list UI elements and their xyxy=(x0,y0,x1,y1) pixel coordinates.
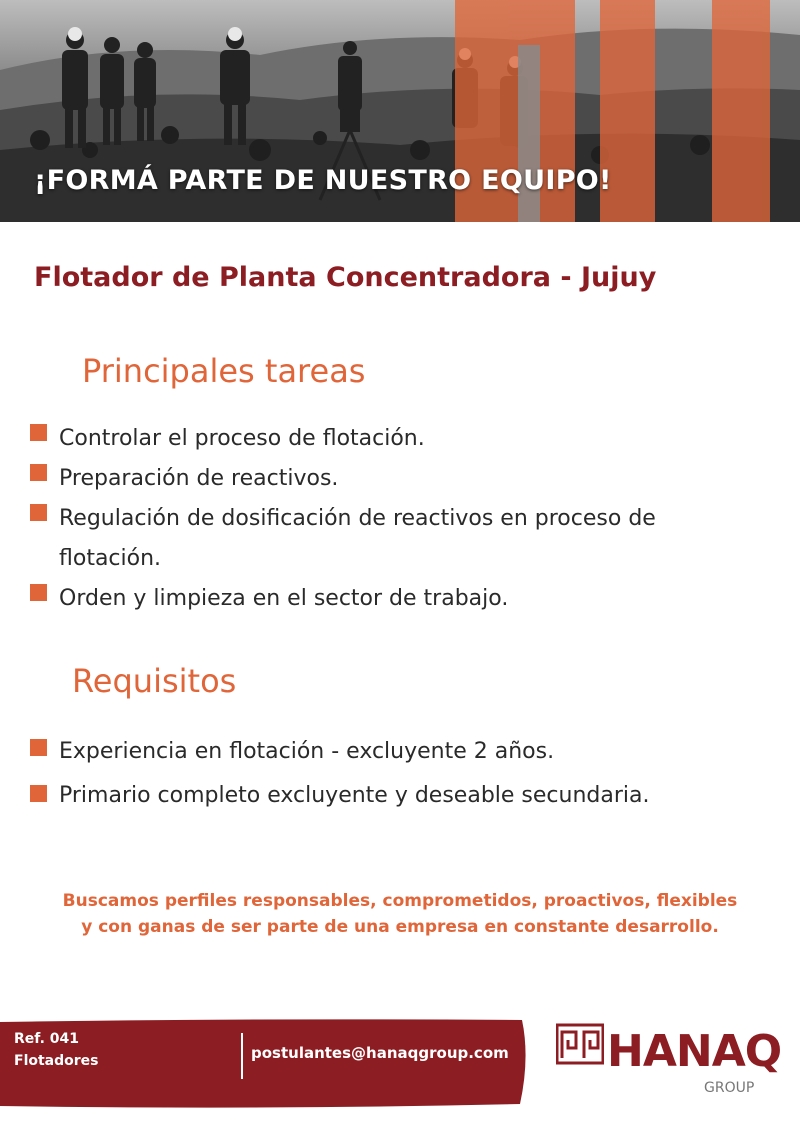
task-text: Regulación de dosificación de reactivos en proceso de flotación. xyxy=(59,506,656,571)
list-item xyxy=(30,774,770,818)
list-item xyxy=(30,459,720,499)
logo-subtitle: GROUP xyxy=(704,1080,755,1096)
hero-photo xyxy=(0,0,800,222)
closing-line: Buscamos perfiles responsables, comprometidos, proactivos, flexibles xyxy=(62,891,738,911)
bullet-square-icon xyxy=(30,584,47,601)
job-title: Flotador de Planta Concentradora - Jujuy xyxy=(34,262,657,293)
hero-title: ¡FORMÁ PARTE DE NUESTRO EQUIPO! xyxy=(34,165,612,196)
tasks-list xyxy=(30,419,720,619)
tasks-heading: Principales tareas xyxy=(82,352,366,390)
task-text: Preparación de reactivos. xyxy=(59,466,339,491)
logo-wordmark: HANAQ xyxy=(607,1026,782,1077)
bullet-square-icon xyxy=(30,785,47,802)
requirements-heading: Requisitos xyxy=(72,662,237,700)
list-item xyxy=(30,499,720,579)
list-item xyxy=(30,419,720,459)
ref-category: Flotadores xyxy=(14,1053,99,1069)
bullet-square-icon xyxy=(30,424,47,441)
requirement-text: Primario completo excluyente y deseable secundaria. xyxy=(59,783,650,808)
bullet-square-icon xyxy=(30,739,47,756)
list-item xyxy=(30,730,770,774)
closing-message xyxy=(0,888,800,940)
requirements-list xyxy=(30,730,770,818)
contact-email[interactable]: postulantes@hanaqgroup.com xyxy=(251,1044,509,1062)
reference-info xyxy=(14,1028,99,1072)
requirement-text: Experiencia en flotación - excluyente 2 años. xyxy=(59,739,555,764)
footer-divider xyxy=(241,1033,243,1079)
list-item xyxy=(30,579,720,619)
bullet-square-icon xyxy=(30,464,47,481)
bullet-square-icon xyxy=(30,504,47,521)
task-text: Controlar el proceso de flotación. xyxy=(59,426,425,451)
closing-line: y con ganas de ser parte de una empresa en constante desarrollo. xyxy=(81,917,719,937)
ref-number: Ref. 041 xyxy=(14,1031,80,1047)
task-text: Orden y limpieza en el sector de trabajo. xyxy=(59,586,509,611)
hanaq-logo-icon xyxy=(556,1020,604,1066)
